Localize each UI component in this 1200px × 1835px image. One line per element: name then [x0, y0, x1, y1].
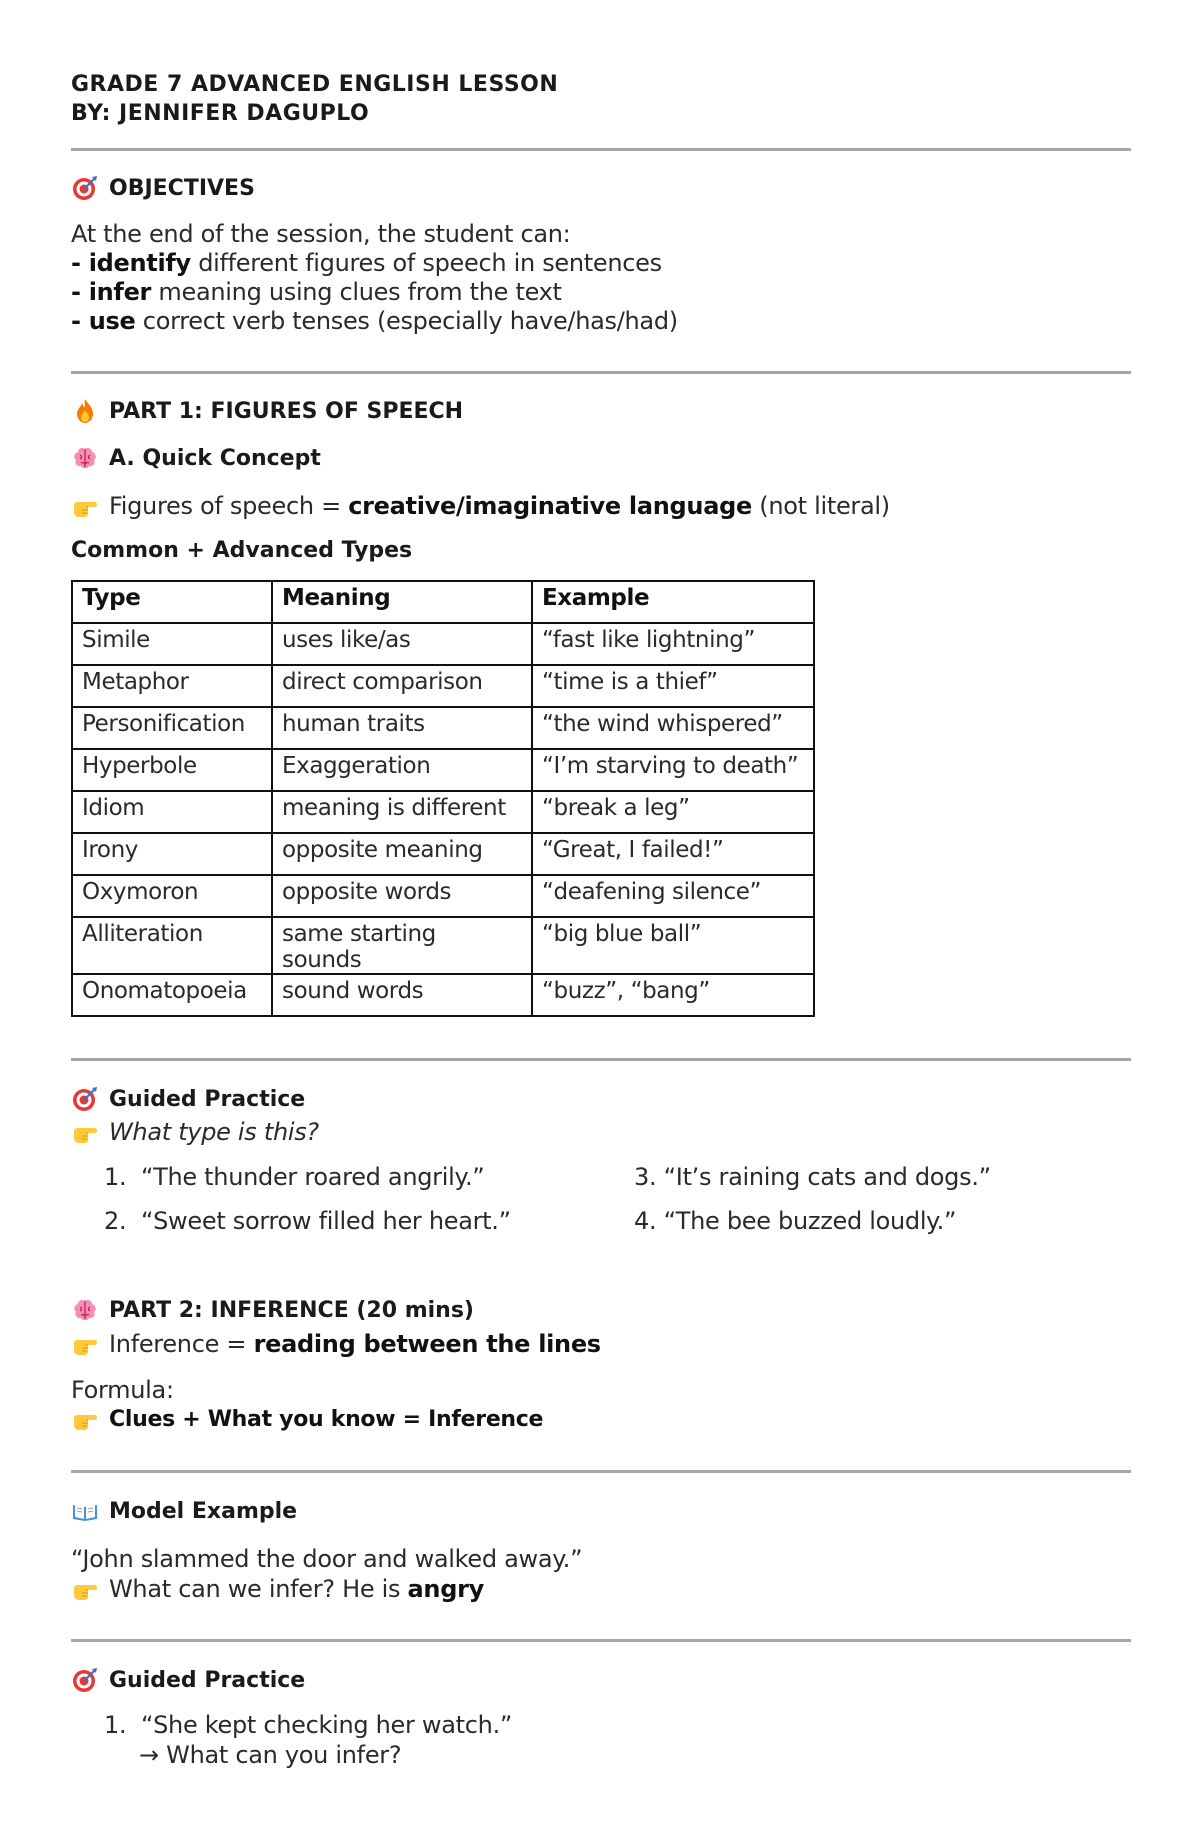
objectives-body	[71, 220, 678, 336]
direct-hit-icon	[71, 174, 99, 202]
formula-line	[71, 1405, 543, 1434]
practice-item: 3. “It’s raining cats and dogs.”	[634, 1163, 991, 1191]
guided-practice-heading	[71, 1085, 305, 1113]
table-row	[72, 833, 814, 875]
practice-item: 2. “Sweet sorrow filled her heart.”	[104, 1207, 511, 1235]
objectives-intro: At the end of the session, the student can:	[71, 220, 571, 248]
practice-item: 1. “She kept checking her watch.”	[104, 1711, 513, 1739]
part1-heading	[71, 397, 463, 425]
cell-type: Onomatopoeia	[72, 974, 272, 1016]
table-row	[72, 665, 814, 707]
practice-follow-up: → What can you infer?	[139, 1741, 402, 1769]
quick-concept-text: A. Quick Concept	[109, 445, 321, 471]
backhand-index-pointing-right-icon	[71, 1406, 99, 1434]
cell-meaning: human traits	[272, 707, 532, 749]
cell-example: “deafening silence”	[532, 875, 814, 917]
guided-prompt-text: What type is this?	[109, 1118, 319, 1146]
guided-practice-text: Guided Practice	[109, 1086, 306, 1112]
objective-item: - use correct verb tenses (especially have/has/had)	[71, 307, 678, 335]
direct-hit-icon	[71, 1666, 99, 1694]
model-question: What can we infer? He is angry	[71, 1575, 484, 1604]
cell-example: “buzz”, “bang”	[532, 974, 814, 1016]
cell-example: “Great, I failed!”	[532, 833, 814, 875]
cell-type: Irony	[72, 833, 272, 875]
title-line-2: BY: JENNIFER DAGUPLO	[71, 101, 370, 126]
table-row	[72, 875, 814, 917]
cell-type: Personification	[72, 707, 272, 749]
practice-item: 4. “The bee buzzed loudly.”	[634, 1207, 957, 1235]
guided-prompt	[71, 1118, 319, 1147]
formula-text: Clues + What you know = Inference	[109, 1407, 544, 1432]
document-title	[71, 70, 558, 128]
table-row	[72, 749, 814, 791]
header-meaning: Meaning	[272, 581, 532, 623]
guided-practice-2-text: Guided Practice	[109, 1667, 306, 1693]
table-row	[72, 974, 814, 1016]
divider	[71, 1058, 1131, 1061]
part1-heading-text: PART 1: FIGURES OF SPEECH	[109, 398, 464, 424]
cell-example: “I’m starving to death”	[532, 749, 814, 791]
table-row	[72, 791, 814, 833]
formula-label: Formula:	[71, 1376, 174, 1404]
cell-type: Idiom	[72, 791, 272, 833]
brain-icon	[71, 1296, 99, 1324]
cell-type: Alliteration	[72, 917, 272, 974]
cell-type: Hyperbole	[72, 749, 272, 791]
objective-item: - infer meaning using clues from the text	[71, 278, 562, 306]
table-title: Common + Advanced Types	[71, 538, 413, 563]
cell-type: Simile	[72, 623, 272, 665]
cell-type: Metaphor	[72, 665, 272, 707]
title-line-1: GRADE 7 ADVANCED ENGLISH LESSON	[71, 72, 559, 97]
fire-icon	[71, 397, 99, 425]
divider	[71, 1470, 1131, 1473]
part2-heading-text: PART 2: INFERENCE (20 mins)	[109, 1297, 474, 1323]
model-example-heading	[71, 1497, 297, 1525]
cell-meaning: opposite words	[272, 875, 532, 917]
table-row	[72, 707, 814, 749]
cell-meaning: opposite meaning	[272, 833, 532, 875]
cell-meaning: direct comparison	[272, 665, 532, 707]
cell-meaning: uses like/as	[272, 623, 532, 665]
inference-definition: Inference = reading between the lines	[71, 1330, 601, 1359]
practice-item: 1. “The thunder roared angrily.”	[104, 1163, 485, 1191]
model-quote: “John slammed the door and walked away.”	[71, 1545, 583, 1573]
cell-meaning: Exaggeration	[272, 749, 532, 791]
table-row	[72, 623, 814, 665]
objective-item: - identify different figures of speech in sentences	[71, 249, 662, 277]
cell-meaning: same starting sounds	[272, 917, 532, 974]
divider	[71, 148, 1131, 151]
direct-hit-icon	[71, 1085, 99, 1113]
backhand-index-pointing-right-icon	[71, 493, 99, 521]
cell-example: “time is a thief”	[532, 665, 814, 707]
cell-example: “the wind whispered”	[532, 707, 814, 749]
objectives-heading	[71, 174, 255, 202]
header-type: Type	[72, 581, 272, 623]
part2-heading	[71, 1296, 474, 1324]
backhand-index-pointing-right-icon	[71, 1119, 99, 1147]
header-example: Example	[532, 581, 814, 623]
cell-example: “big blue ball”	[532, 917, 814, 974]
backhand-index-pointing-right-icon	[71, 1331, 99, 1359]
brain-icon	[71, 444, 99, 472]
objectives-heading-text: OBJECTIVES	[109, 175, 255, 201]
table-row	[72, 917, 814, 974]
figures-of-speech-table	[71, 580, 815, 1017]
open-book-icon	[71, 1497, 99, 1525]
cell-example: “fast like lightning”	[532, 623, 814, 665]
figures-table-wrap	[71, 580, 815, 1017]
cell-type: Oxymoron	[72, 875, 272, 917]
guided-practice-2-heading	[71, 1666, 305, 1694]
quick-concept-heading	[71, 444, 321, 472]
divider	[71, 371, 1131, 374]
cell-meaning: meaning is different	[272, 791, 532, 833]
backhand-index-pointing-right-icon	[71, 1576, 99, 1604]
table-body	[72, 623, 814, 1016]
cell-meaning: sound words	[272, 974, 532, 1016]
concept-line: Figures of speech = creative/imaginative language (not literal)	[71, 492, 890, 521]
model-example-text: Model Example	[109, 1498, 298, 1524]
model-answer: angry	[407, 1575, 484, 1603]
divider	[71, 1639, 1131, 1642]
table-header-row	[72, 581, 814, 623]
cell-example: “break a leg”	[532, 791, 814, 833]
